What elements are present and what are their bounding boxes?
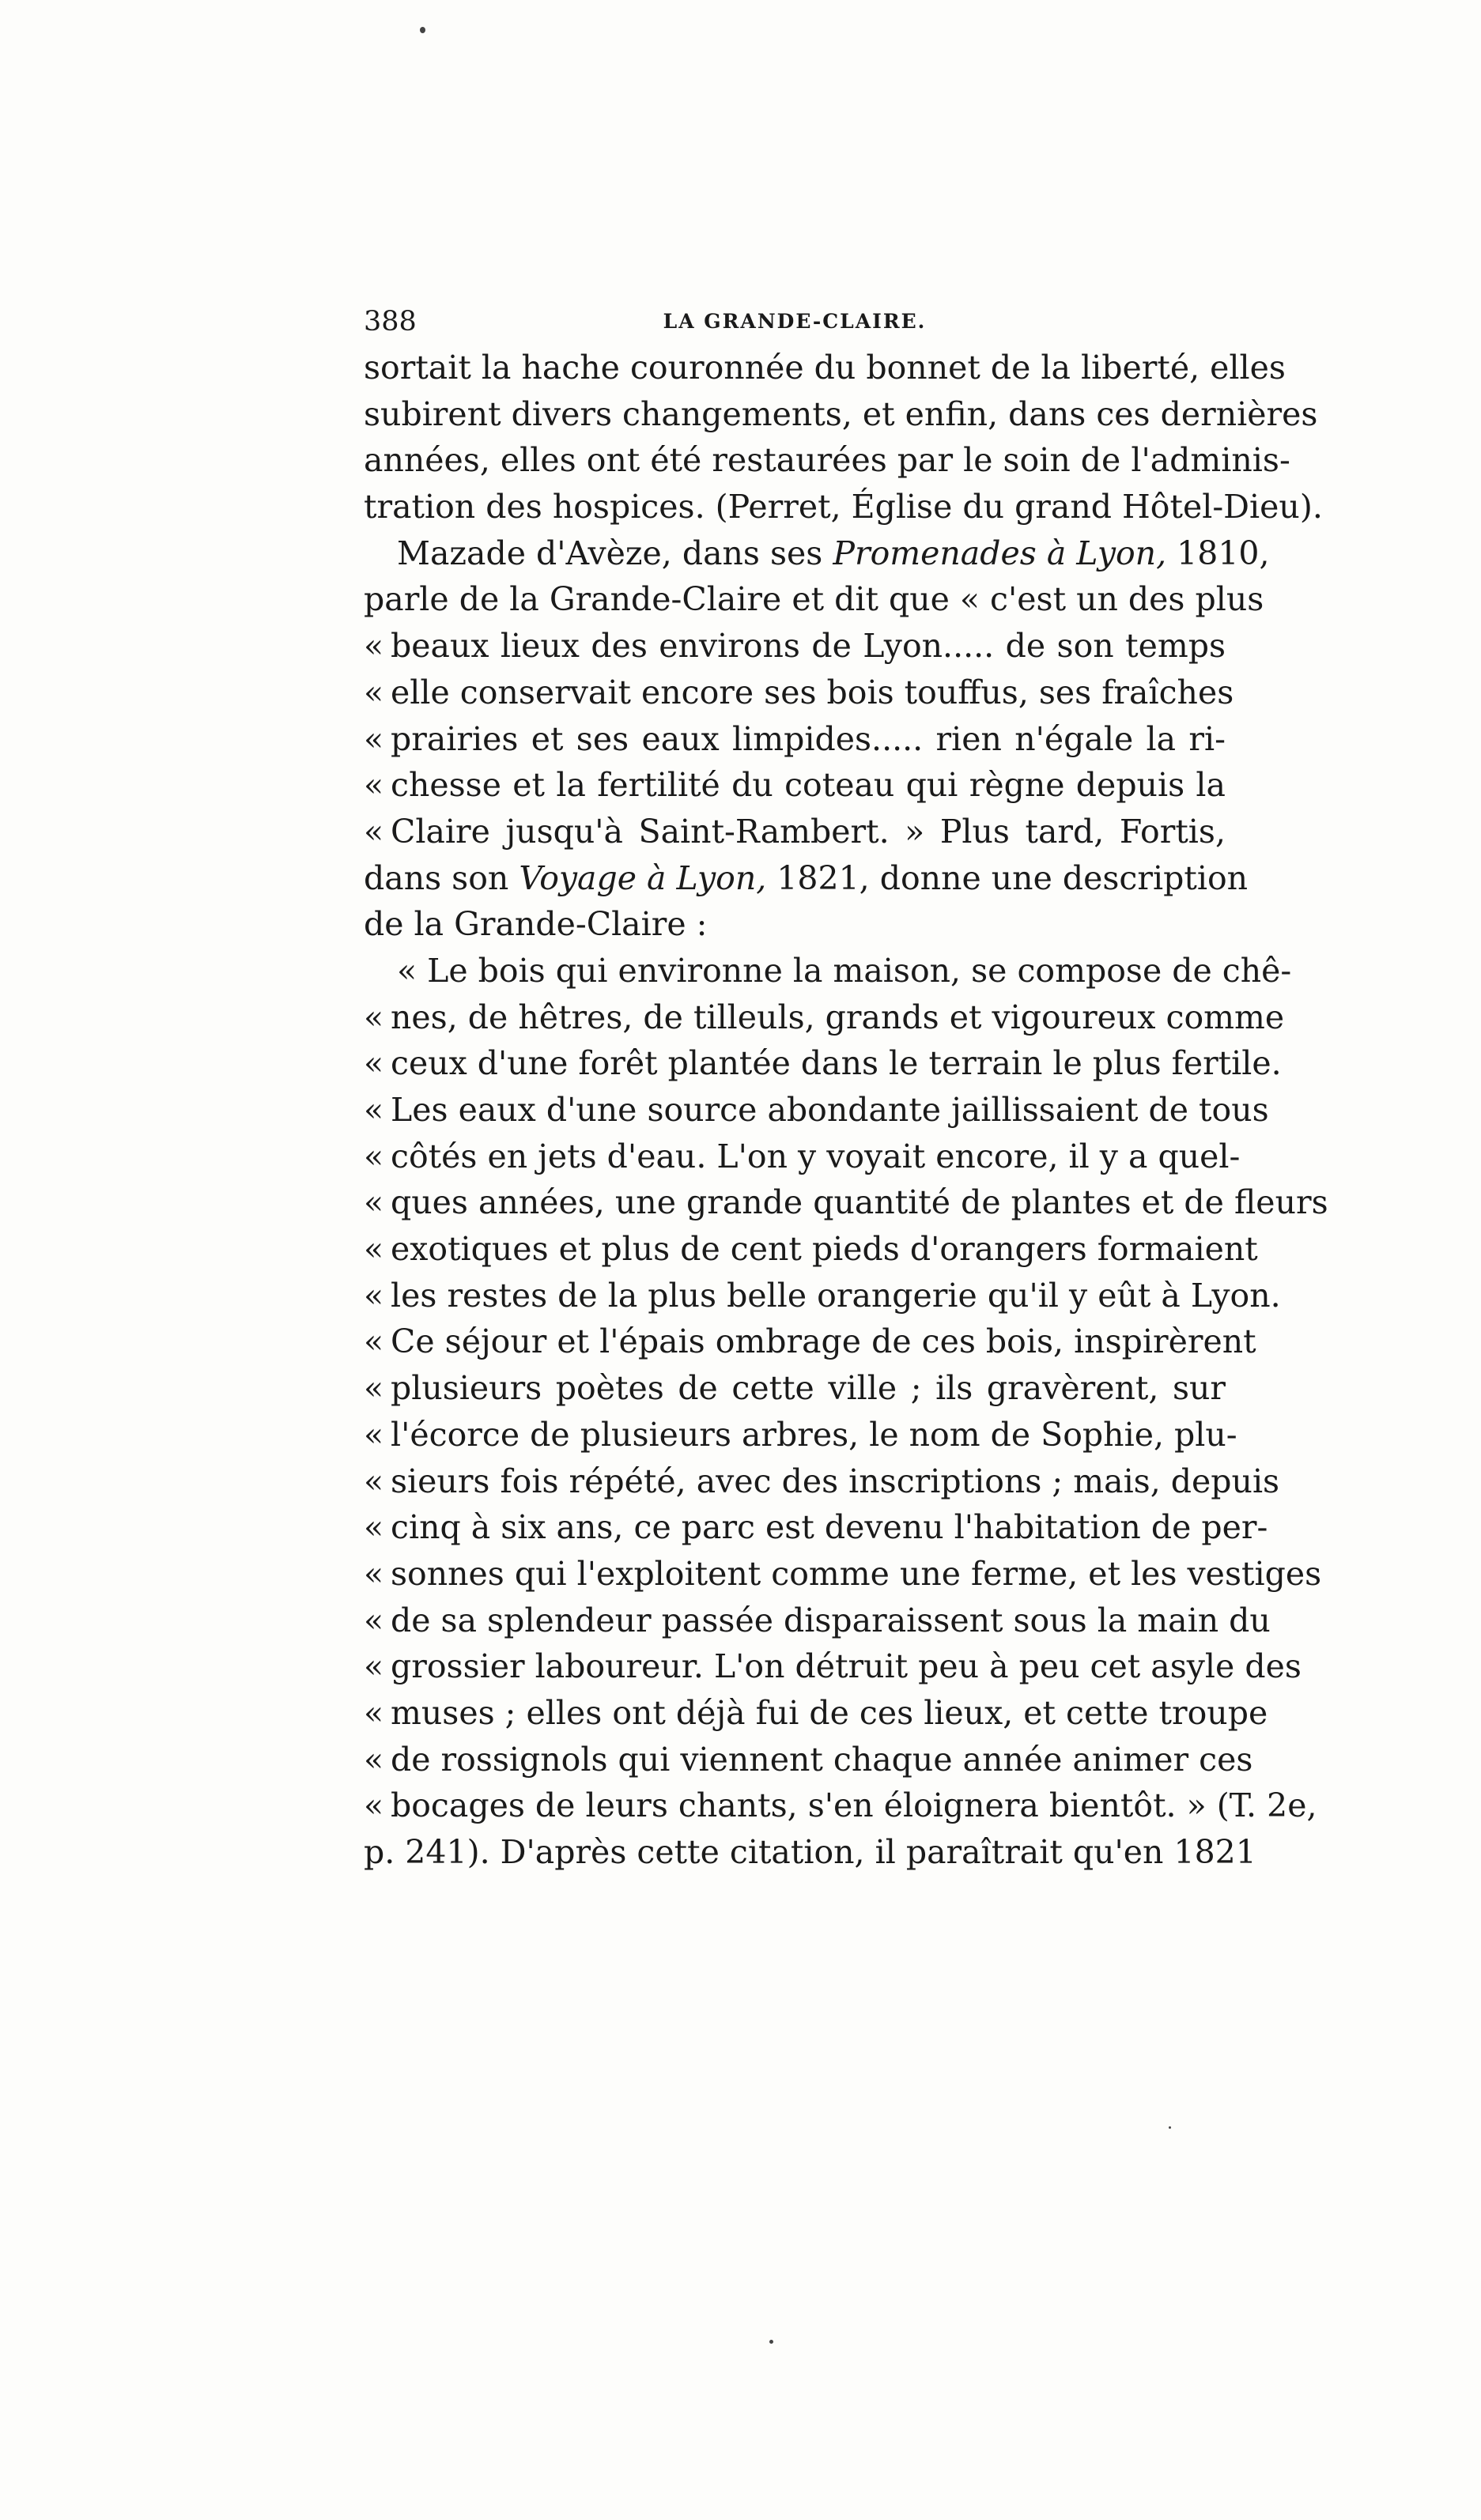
text-line [364,1782,1317,1829]
scan-speck [420,27,425,33]
running-title: LA GRANDE-CLAIRE. [663,310,927,333]
text-segment: p. 241). D'après cette citation, il paraîtrait qu'en 1821 [364,1833,1256,1871]
text-segment: 1810, [1166,534,1270,572]
text-line [364,576,1264,623]
text-segment: exotiques et plus de cent pieds d'orangers formaient [391,1230,1258,1269]
text-segment: nes, de hêtres, de tilleuls, grands et vigoureux comme [391,998,1285,1036]
page-number: 388 [364,306,417,338]
text-line [364,1273,1281,1319]
text-segment: de rossignols qui viennent chaque année animer ces [391,1740,1253,1779]
quote-mark: « [364,1415,384,1454]
text-segment: Mazade d'Avèze, dans ses [397,534,833,572]
text-segment: années, elles ont été restaurées par le soin de l'adminis- [364,441,1290,480]
text-segment: plusieurs poètes de cette ville ; ils gravèrent, sur [391,1369,1226,1408]
quote-mark: « [364,1693,384,1732]
text-segment: Les eaux d'une source abondante jaillissaient de tous [391,1091,1269,1129]
text-line [364,1087,1269,1134]
text-line [364,994,1285,1041]
text-segment: subirent divers changements, et enfin, dans ces dernières [364,394,1318,433]
quote-mark: « [364,1137,384,1175]
page-header [364,302,1226,341]
text-line [364,1412,1237,1458]
quote-mark: « [364,1786,384,1825]
text-line [364,345,1286,391]
text-line [364,948,1292,994]
text-line [364,1643,1302,1690]
text-line [364,1551,1322,1598]
quote-mark: « [364,1091,384,1129]
text-line [364,855,1249,902]
text-segment: ques années, une grande quantité de plantes et de fleurs [391,1183,1328,1222]
text-line [364,1179,1328,1226]
quote-mark: « [364,627,384,666]
italic-title: Promenades à Lyon, [833,534,1167,572]
text-line [364,1458,1280,1505]
quote-mark: « [364,812,384,851]
quote-mark: « [364,1601,384,1639]
text-line [364,391,1318,438]
text-line [364,484,1323,530]
text-line [364,1737,1253,1783]
quote-mark: « [364,1276,384,1315]
quote-mark: « [364,719,384,758]
quote-mark: « [364,766,384,805]
quote-mark: « [364,1230,384,1269]
text-line [364,1226,1258,1273]
text-line [364,1829,1256,1876]
text-segment: sonnes qui l'exploitent comme une ferme, et les vestiges [391,1554,1322,1593]
text-segment: « Le bois qui environne la maison, se compose de chê- [397,951,1292,990]
text-line [364,716,1226,763]
text-segment: de la Grande-Claire : [364,905,708,944]
text-segment: beaux lieux des environs de Lyon..... de son temps [391,627,1226,666]
scan-speck [1169,2126,1171,2129]
text-line [364,1040,1282,1087]
quote-mark: « [364,673,384,711]
text-line [364,762,1226,809]
text-line [364,623,1226,670]
text-line [364,1690,1268,1737]
text-segment: tration des hospices. (Perret, Église du grand Hôtel-Dieu). [364,488,1323,526]
text-line [364,437,1290,484]
text-segment: côtés en jets d'eau. L'on y voyait encore, il y a quel- [391,1137,1241,1175]
quote-mark: « [364,1462,384,1500]
text-line [364,670,1234,716]
text-line [364,1598,1271,1644]
text-segment: 1821, donne une description [766,858,1249,897]
text-line [364,809,1226,855]
text-segment: dans son [364,858,519,897]
text-segment: Claire jusqu'à Saint-Rambert. » Plus tard, Fortis, [391,812,1226,851]
text-line [364,901,1226,948]
text-segment: chesse et la fertilité du coteau qui règne depuis la [391,766,1226,805]
quote-mark: « [364,998,384,1036]
text-segment: sortait la hache couronnée du bonnet de la liberté, elles [364,349,1286,387]
text-segment: ceux d'une forêt plantée dans le terrain le plus fertile. [391,1044,1282,1083]
quote-mark: « [364,1647,384,1686]
text-line [364,1365,1226,1412]
quote-mark: « [364,1183,384,1222]
text-segment: cinq à six ans, ce parc est devenu l'habitation de per- [391,1508,1268,1547]
text-line [364,1504,1268,1551]
quote-mark: « [364,1508,384,1547]
quote-mark: « [364,1369,384,1408]
text-segment: Ce séjour et l'épais ombrage de ces bois, inspirèrent [391,1322,1256,1361]
quote-mark: « [364,1554,384,1593]
body-text [364,345,1328,1876]
text-segment: elle conservait encore ses bois touffus, ses fraîches [391,673,1234,711]
text-segment: grossier laboureur. L'on détruit peu à peu cet asyle des [391,1647,1302,1686]
quote-mark: « [364,1740,384,1779]
text-segment: parle de la Grande-Claire et dit que « c'est un des plus [364,580,1264,619]
italic-title: Voyage à Lyon, [519,858,767,897]
text-segment: bocages de leurs chants, s'en éloignera bientôt. » (T. 2e, [391,1786,1317,1825]
scan-speck [769,2340,773,2344]
text-segment: l'écorce de plusieurs arbres, le nom de Sophie, plu- [391,1415,1237,1454]
text-segment: de sa splendeur passée disparaissent sous la main du [391,1601,1271,1639]
quote-mark: « [364,1044,384,1083]
text-segment: les restes de la plus belle orangerie qu'il y eût à Lyon. [391,1276,1281,1315]
text-line [364,1318,1256,1365]
text-line [364,1134,1241,1180]
quote-mark: « [364,1322,384,1361]
text-segment: sieurs fois répété, avec des inscriptions ; mais, depuis [391,1462,1280,1500]
text-segment: muses ; elles ont déjà fui de ces lieux, et cette troupe [391,1693,1268,1732]
text-line [364,530,1270,577]
text-segment: prairies et ses eaux limpides..... rien n'égale la ri- [391,719,1226,758]
